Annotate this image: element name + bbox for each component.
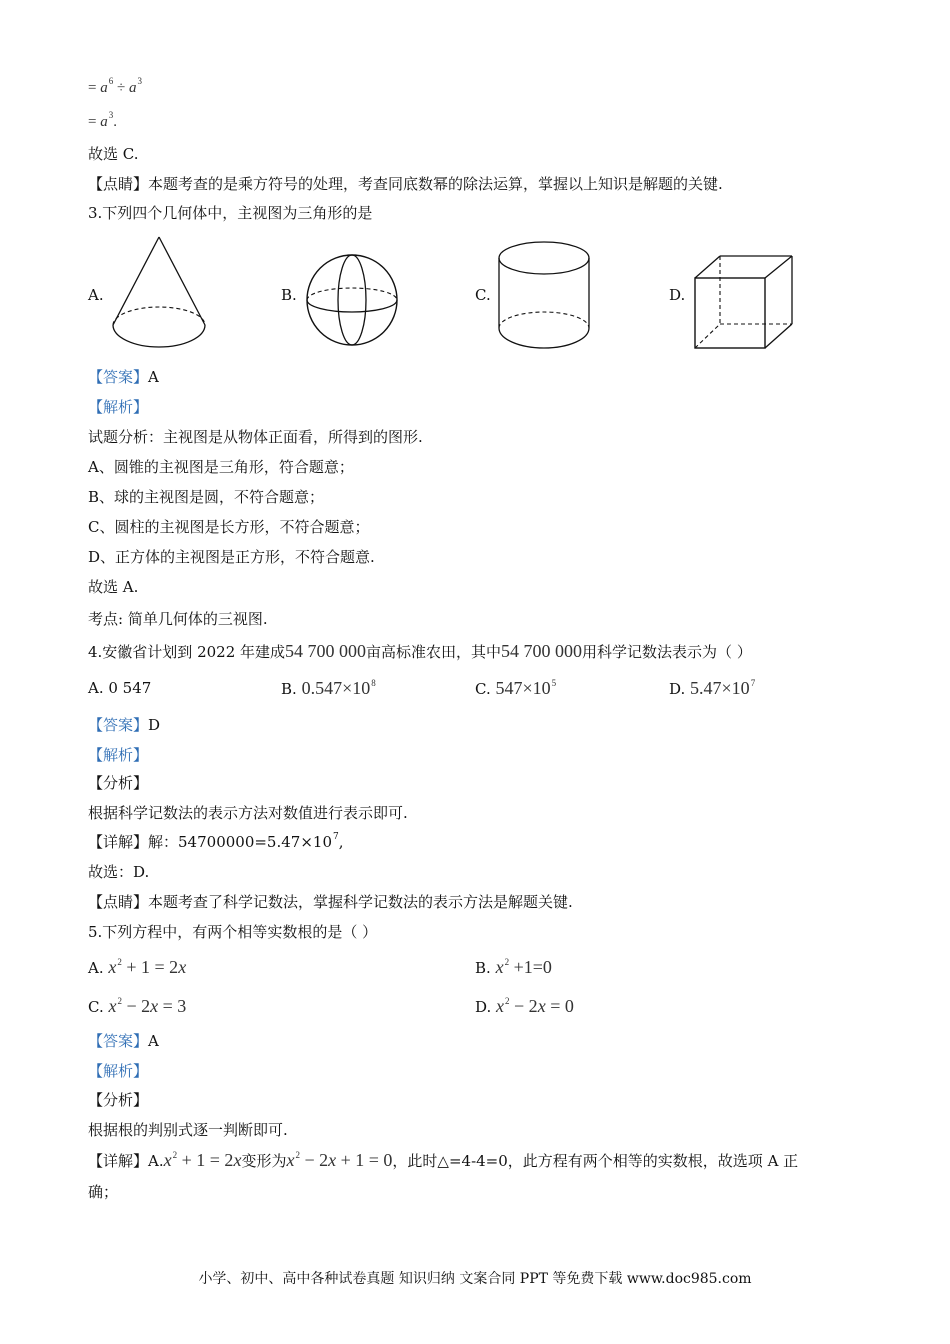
q4-option-b: B. $0.547\times 10^8$ bbox=[281, 678, 376, 698]
q5-detail: 【详解】$A.x^2 + 1 = 2x$变形为$x^2 - 2x + 1 = 0$，此时△=4-4=0，此方程有两个相等的实数根，故选项 A 正 bbox=[88, 1150, 799, 1170]
q4-fenxi: 根据科学记数法的表示方法对数值进行表示即可. bbox=[88, 804, 408, 822]
q4-tip: 【点睛】本题考查了科学记数法，掌握科学记数法的表示方法是解题关键. bbox=[88, 893, 573, 911]
q4-option-d: D. $5.47\times 10^7$ bbox=[669, 678, 756, 698]
q3-analysis-line: 考点: 简单几何体的三视图. bbox=[88, 610, 268, 628]
q5-detail-cont: 确； bbox=[88, 1183, 119, 1201]
q4-answer: 【答案】D bbox=[88, 716, 161, 734]
q3-analysis-line: 故选 A. bbox=[88, 578, 139, 596]
page-footer: 小学、初中、高中各种试卷真题 知识归纳 文案合同 PPT 等免费下载 www.doc985.com bbox=[198, 1271, 752, 1287]
q5-answer: 【答案】A bbox=[88, 1032, 159, 1050]
q5-option-a: A. $x^2 + 1 = 2x$ bbox=[88, 957, 187, 977]
cube-figure bbox=[690, 252, 798, 354]
q5-option-d: D. $x^2 - 2x = 0$ bbox=[475, 996, 574, 1016]
q3-analysis-line: C、圆柱的主视图是长方形，不符合题意； bbox=[88, 518, 370, 536]
q3-answer: 【答案】A bbox=[88, 368, 159, 386]
q4-detail: 【详解】解：$54700000=5.47\times 10^7$, bbox=[88, 832, 344, 851]
choice-line: 故选 C. bbox=[88, 145, 139, 163]
sphere-figure bbox=[302, 250, 402, 350]
q4-fenxi-tag: 【分析】 bbox=[88, 774, 149, 792]
equation-line-1: = $a^6 \div a^3$ bbox=[88, 76, 142, 96]
cone-figure bbox=[108, 233, 210, 353]
q5-fenxi-tag: 【分析】 bbox=[88, 1091, 149, 1109]
question-5-stem: 5.下列方程中，有两个相等实数根的是（ ） bbox=[88, 923, 378, 941]
equation-line-2: = $a^3$. bbox=[88, 110, 117, 130]
cylinder-figure bbox=[494, 238, 594, 354]
q3-analysis-line: A、圆锥的主视图是三角形，符合题意； bbox=[88, 458, 354, 476]
q5-option-b: B. $x^2 +1=0$ bbox=[475, 957, 552, 977]
q3-option-d-label: D. bbox=[669, 286, 686, 304]
q4-option-c: C. $547\times 10^5$ bbox=[475, 678, 557, 698]
q3-option-a-label: A. bbox=[88, 286, 104, 304]
q4-option-a: A. 0 547 bbox=[88, 679, 152, 697]
question-3-stem: 3.下列四个几何体中，主视图为三角形的是 bbox=[88, 204, 373, 222]
q3-analysis-tag: 【解析】 bbox=[88, 398, 149, 416]
q3-option-b-label: B. bbox=[281, 286, 297, 304]
q3-option-c-label: C. bbox=[475, 286, 491, 304]
q4-choice: 故选：D. bbox=[88, 863, 150, 881]
q3-analysis-line: 试题分析：主视图是从物体正面看，所得到的图形. bbox=[88, 428, 423, 446]
q5-fenxi: 根据根的判别式逐一判断即可. bbox=[88, 1121, 288, 1139]
q3-analysis-line: B、球的主视图是圆，不符合题意； bbox=[88, 488, 325, 506]
q4-analysis-tag: 【解析】 bbox=[88, 746, 149, 764]
q5-option-c: C. $x^2 - 2x = 3$ bbox=[88, 996, 187, 1016]
question-4-stem: 4.安徽省计划到 2022 年建成54 700 000亩高标准农田，其中54 700 000用科学记数法表示为（ ） bbox=[88, 641, 752, 661]
q5-analysis-tag: 【解析】 bbox=[88, 1062, 149, 1080]
q3-analysis-line: D、正方体的主视图是正方形，不符合题意. bbox=[88, 548, 375, 566]
tip-line: 【点睛】本题考查的是乘方符号的处理，考查同底数幂的除法运算，掌握以上知识是解题的关键. bbox=[88, 175, 723, 193]
